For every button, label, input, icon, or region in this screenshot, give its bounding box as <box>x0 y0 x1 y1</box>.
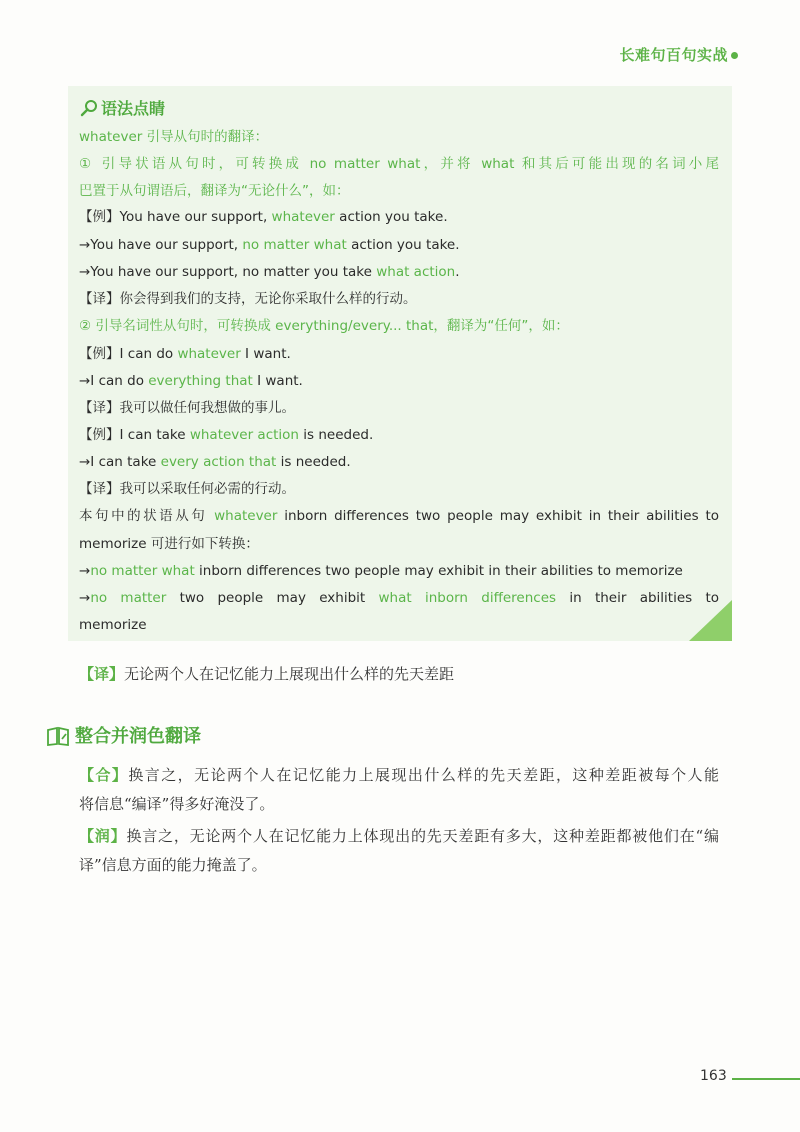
body-text: →You have our support, no matter you take <box>79 264 377 280</box>
book-icon <box>46 725 70 747</box>
run-line-2: 译”信息方面的能力掩盖了。 <box>79 856 267 874</box>
body-text: 【译】我可以做任何我想做的事儿。 <box>79 400 295 416</box>
grammar-title <box>80 96 165 118</box>
body-text: 【例】You have our support, <box>79 209 272 225</box>
he-mark: 【合】 <box>79 766 129 784</box>
body-text: action you take. <box>334 209 448 225</box>
grammar-line <box>79 480 719 498</box>
highlight-text: whatever 引导从句时的翻译： <box>79 129 269 145</box>
grammar-line <box>79 128 719 146</box>
body-text: 【例】I can take <box>79 427 190 443</box>
grammar-line <box>79 155 719 173</box>
highlight-text: everything that <box>148 373 253 389</box>
translation-mark: 【译】 <box>79 665 125 683</box>
grammar-line <box>79 507 719 525</box>
page-number-rule <box>732 1078 800 1080</box>
translation-text: 无论两个人在记忆能力上展现出什么样的先天差距 <box>124 665 455 683</box>
highlight-text: whatever <box>271 209 335 225</box>
body-text: →I can do <box>79 373 149 389</box>
grammar-line <box>79 236 719 254</box>
grammar-line <box>79 208 719 226</box>
grammar-line <box>79 182 719 200</box>
body-text: →I can take <box>79 454 161 470</box>
highlight-text: whatever action <box>189 427 299 443</box>
highlight-text: no matter what <box>90 563 195 579</box>
body-text: inborn differences two people may exhibit in their abilities to memorize <box>194 563 683 579</box>
header-dot <box>731 52 738 59</box>
run-mark: 【润】 <box>79 827 127 845</box>
body-text: action you take. <box>346 237 460 253</box>
grammar-line <box>79 535 719 553</box>
highlight-text: no matter what <box>242 237 347 253</box>
body-text: is needed. <box>299 427 374 443</box>
grammar-line <box>79 426 719 444</box>
body-text: is needed. <box>276 454 351 470</box>
highlight-text: what action <box>376 264 456 280</box>
run-text-1: 换言之，无论两个人在记忆能力上体现出的先天差距有多大，这种差距都被他们在“编 <box>126 827 719 845</box>
body-text: → <box>79 563 91 579</box>
translation-line <box>79 664 719 684</box>
highlight-text: whatever <box>214 508 278 524</box>
highlight-text: no matter <box>90 590 167 606</box>
body-text: 本句中的状语从句 <box>79 508 215 524</box>
body-text: inborn differences two people may exhibit in their abilities to <box>277 508 720 524</box>
highlight-text: ① 引导状语从句时，可转换成 no matter what，并将 what 和其后可能出现的名词小尾 <box>79 156 719 172</box>
running-header: 长难句百句实战 <box>619 46 728 64</box>
highlight-text: whatever <box>177 346 241 362</box>
grammar-line <box>79 317 719 335</box>
magnifier-icon <box>80 99 98 117</box>
body-text: →You have our support, <box>79 237 243 253</box>
body-text: two people may exhibit <box>166 590 379 606</box>
grammar-line <box>79 372 719 390</box>
body-text: I want. <box>240 346 291 362</box>
body-text: in their abilities to <box>556 590 720 606</box>
grammar-line <box>79 345 719 363</box>
highlight-text: ② 引导名词性从句时，可转换成 everything/every... that，翻译为“任何”，如： <box>79 318 569 334</box>
grammar-line <box>79 616 719 634</box>
grammar-line <box>79 290 719 308</box>
body-text: 【译】你会得到我们的支持，无论你采取什么样的行动。 <box>79 291 417 307</box>
body-text: 【译】我可以采取任何必需的行动。 <box>79 481 295 497</box>
grammar-line <box>79 562 719 580</box>
body-text: → <box>79 590 91 606</box>
section-title <box>46 722 201 748</box>
he-text-1: 换言之，无论两个人在记忆能力上展现出什么样的先天差距，这种差距被每个人能 <box>128 766 719 784</box>
run-line-1 <box>79 826 719 846</box>
grammar-line <box>79 453 719 471</box>
section-title-text: 整合并润色翻译 <box>75 726 201 747</box>
body-text: memorize 可进行如下转换： <box>79 536 259 552</box>
body-text: memorize <box>79 617 147 633</box>
grammar-line <box>79 263 719 281</box>
he-line-1 <box>79 765 719 785</box>
grammar-line <box>79 589 719 607</box>
highlight-text: 巴置于从句谓语后，翻译为“无论什么”，如： <box>79 183 350 199</box>
body-text: 【例】I can do <box>79 346 178 362</box>
grammar-line <box>79 399 719 417</box>
highlight-text: what inborn differences <box>378 590 557 606</box>
body-text: . <box>455 264 460 280</box>
grammar-title-text: 语法点睛 <box>101 99 166 118</box>
he-line-2: 将信息“编译”得多好淹没了。 <box>79 795 275 813</box>
page-number: 163 <box>700 1068 727 1084</box>
body-text: I want. <box>252 373 303 389</box>
highlight-text: every action that <box>160 454 277 470</box>
